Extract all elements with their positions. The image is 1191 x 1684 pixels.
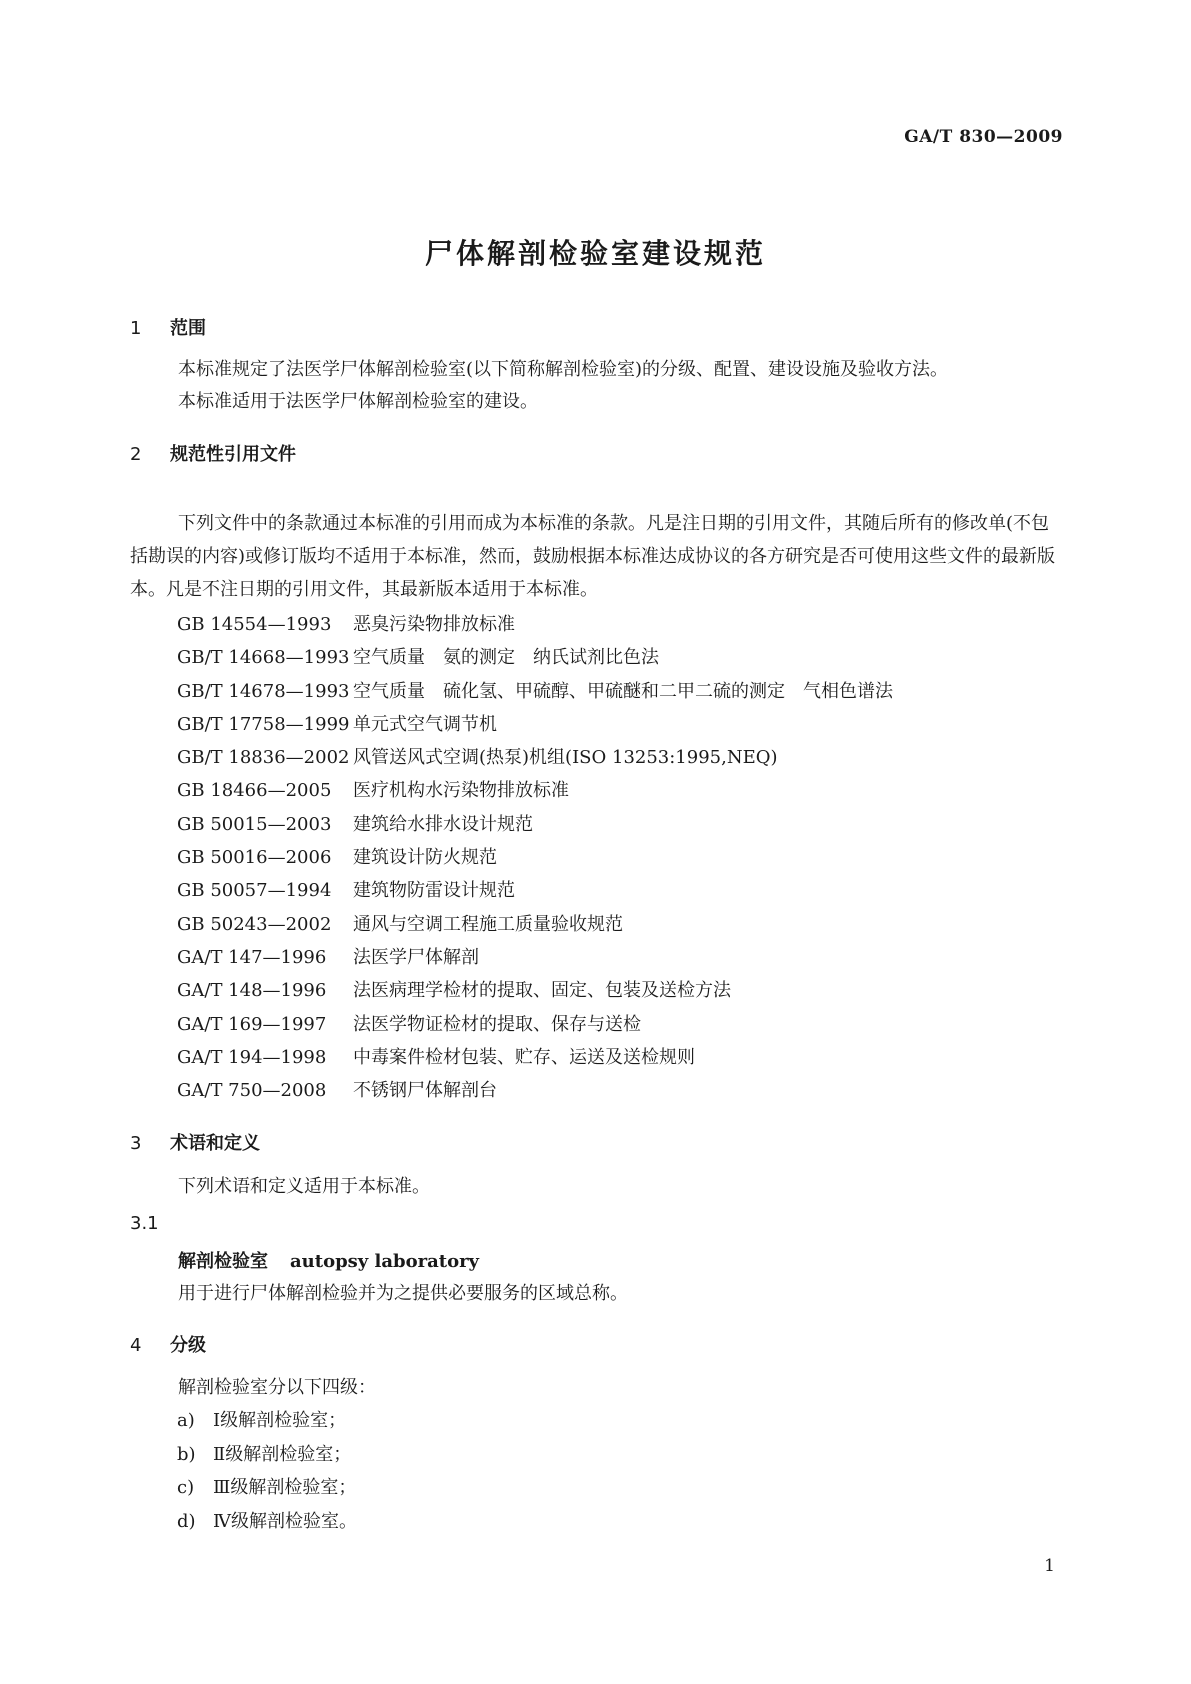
section-number: 2	[130, 444, 142, 465]
grading-text: Ⅱ级解剖检验室；	[213, 1443, 352, 1465]
reference-title: 法医学物证检材的提取、保存与送检	[353, 1013, 641, 1035]
reference-item	[177, 808, 893, 841]
section-number: 1	[130, 318, 142, 339]
reference-item	[177, 908, 893, 941]
section-title: 分级	[170, 1335, 206, 1356]
reference-code: GA/T 194—1998	[177, 1046, 327, 1068]
list-marker: b)	[177, 1443, 196, 1465]
reference-code: GB 50016—2006	[177, 847, 332, 869]
reference-code: GB/T 14668—1993	[177, 647, 350, 669]
reference-code: GB/T 14678—1993	[177, 680, 350, 702]
reference-code: GB/T 18836—2002	[177, 747, 350, 769]
reference-title: 建筑给水排水设计规范	[353, 813, 533, 835]
page-number: 1	[1044, 1556, 1055, 1576]
reference-code: GB 50057—1994	[177, 880, 332, 902]
terms-intro: 下列术语和定义适用于本标准。	[178, 1176, 430, 1197]
reference-item	[177, 608, 893, 641]
reference-item	[177, 675, 893, 708]
reference-item	[177, 641, 893, 674]
section-2-heading	[130, 440, 296, 466]
reference-item	[177, 1041, 893, 1074]
grading-item	[177, 1471, 357, 1505]
reference-item	[177, 974, 893, 1007]
scope-paragraph-2: 本标准适用于法医学尸体解剖检验室的建设。	[178, 391, 538, 412]
reference-item	[177, 874, 893, 907]
list-marker: c)	[177, 1477, 195, 1499]
section-4-heading	[130, 1331, 206, 1357]
reference-code: GB 14554—1993	[177, 614, 332, 635]
reference-title: 空气质量 氨的测定 纳氏试剂比色法	[353, 647, 659, 669]
reference-title: 恶臭污染物排放标准	[353, 614, 515, 635]
reference-code: GB 50243—2002	[177, 913, 332, 935]
reference-title: 通风与空调工程施工质量验收规范	[353, 913, 623, 935]
section-3-heading	[130, 1129, 260, 1155]
term-chinese: 解剖检验室	[178, 1251, 268, 1272]
reference-title: 风管送风式空调(热泵)机组(ISO 13253:1995,NEQ)	[353, 747, 778, 769]
reference-code: GB 18466—2005	[177, 780, 332, 802]
references-intro: 下列文件中的条款通过本标准的引用而成为本标准的条款。凡是注日期的引用文件，其随后所有的修改单(不包括勘误的内容)或修订版均不适用于本标准，然而，鼓励根据本标准达成协议的各方研究是否可使用这些文件的最新版本。凡是不注日期的引用文件，其最新版本适用于本标准。	[130, 513, 1056, 600]
reference-item	[177, 708, 893, 741]
grading-text: Ⅲ级解剖检验室；	[213, 1477, 357, 1499]
list-marker: d)	[177, 1511, 196, 1533]
document-title: 尸体解剖检验室建设规范	[424, 237, 766, 270]
grading-item	[177, 1505, 357, 1539]
reference-code: GB/T 17758—1999	[177, 713, 350, 735]
grading-text: Ⅰ级解剖检验室；	[213, 1410, 347, 1431]
reference-item	[177, 774, 893, 807]
grading-text: Ⅳ级解剖检验室。	[213, 1511, 357, 1533]
reference-item	[177, 1008, 893, 1041]
reference-title: 中毒案件检材包装、贮存、运送及送检规则	[353, 1046, 695, 1068]
reference-list	[177, 608, 893, 1107]
reference-code: GA/T 147—1996	[177, 946, 327, 968]
reference-title: 单元式空气调节机	[353, 713, 497, 735]
section-number: 4	[130, 1335, 142, 1356]
term-definition: 用于进行尸体解剖检验并为之提供必要服务的区域总称。	[178, 1283, 628, 1304]
grading-intro: 解剖检验室分以下四级：	[178, 1377, 376, 1398]
reference-title: 医疗机构水污染物排放标准	[353, 780, 569, 802]
reference-title: 法医学尸体解剖	[353, 946, 479, 968]
grading-item	[177, 1404, 357, 1438]
reference-code: GA/T 750—2008	[177, 1080, 327, 1102]
reference-item	[177, 841, 893, 874]
reference-item	[177, 1074, 893, 1107]
reference-title: 法医病理学检材的提取、固定、包装及送检方法	[353, 980, 731, 1002]
reference-item	[177, 941, 893, 974]
reference-code: GB 50015—2003	[177, 813, 332, 835]
reference-title: 建筑物防雷设计规范	[353, 880, 515, 902]
scope-paragraph-1: 本标准规定了法医学尸体解剖检验室(以下简称解剖检验室)的分级、配置、建设设施及验收方法。	[178, 359, 949, 380]
standard-code: GA/T 830—2009	[904, 127, 1063, 147]
section-1-heading	[130, 314, 206, 340]
term-number: 3.1	[130, 1213, 159, 1234]
grading-item	[177, 1438, 357, 1472]
section-title: 规范性引用文件	[170, 444, 296, 465]
reference-code: GA/T 169—1997	[177, 1013, 327, 1035]
section-title: 术语和定义	[170, 1133, 260, 1154]
reference-code: GA/T 148—1996	[177, 980, 327, 1002]
term-heading	[178, 1247, 479, 1273]
grading-list	[177, 1404, 357, 1539]
section-title: 范围	[170, 318, 206, 339]
section-number: 3	[130, 1133, 142, 1154]
term-english: autopsy laboratory	[290, 1251, 480, 1272]
reference-title: 空气质量 硫化氢、甲硫醇、甲硫醚和二甲二硫的测定 气相色谱法	[353, 680, 893, 702]
reference-title: 不锈钢尸体解剖台	[353, 1080, 497, 1102]
reference-title: 建筑设计防火规范	[353, 847, 497, 869]
reference-item	[177, 741, 893, 774]
list-marker: a)	[177, 1410, 195, 1431]
